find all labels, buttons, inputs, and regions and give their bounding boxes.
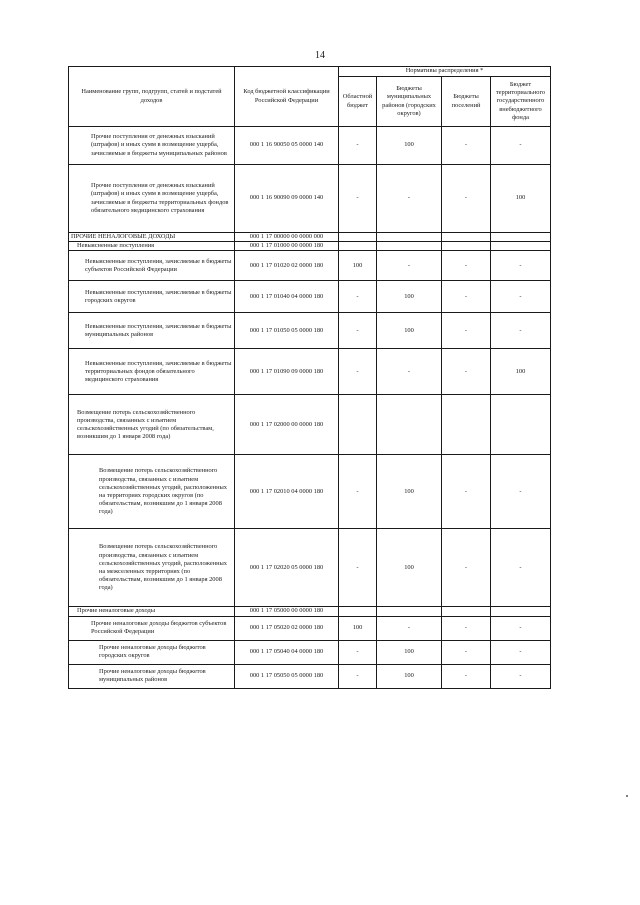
row-regional: - [339, 313, 377, 349]
row-code: 000 1 17 02000 00 0000 180 [235, 395, 339, 455]
header-regional: Областной бюджет [339, 77, 377, 127]
row-code: 000 1 16 90090 09 0000 140 [235, 165, 339, 233]
row-regional: - [339, 455, 377, 529]
table-row [69, 313, 551, 349]
row-code: 000 1 17 05050 05 0000 180 [235, 664, 339, 688]
header-settlements: Бюджеты поселений [442, 77, 491, 127]
row-municipal: 100 [377, 529, 442, 607]
row-name: Прочие неналоговые доходы бюджетов городских округов [69, 640, 235, 664]
row-fund [491, 607, 551, 616]
row-regional [339, 395, 377, 455]
row-municipal: - [377, 165, 442, 233]
row-regional [339, 233, 377, 242]
row-regional: - [339, 349, 377, 395]
row-municipal: 100 [377, 281, 442, 313]
row-municipal: 100 [377, 313, 442, 349]
row-municipal: - [377, 616, 442, 640]
row-fund: - [491, 616, 551, 640]
row-settlements: - [442, 313, 491, 349]
table-row [69, 242, 551, 251]
row-name: Невыясненные поступления, зачисляемые в бюджеты субъектов Российской Федерации [69, 251, 235, 281]
row-regional: 100 [339, 616, 377, 640]
row-name: Возмещение потерь сельскохозяйственного производства, связанных с изъятием сельскохозяйственных угодий, расположенных на территориях городских округов (по обязательствам, возникшим до 1 января 2008 года) [69, 455, 235, 529]
row-municipal: 100 [377, 640, 442, 664]
row-municipal: 100 [377, 127, 442, 165]
row-regional [339, 607, 377, 616]
table-row [69, 281, 551, 313]
table-row [69, 395, 551, 455]
row-code: 000 1 17 02010 04 0000 180 [235, 455, 339, 529]
row-settlements: - [442, 664, 491, 688]
table-row [69, 233, 551, 242]
row-fund: 100 [491, 349, 551, 395]
header-name: Наименование групп, подгрупп, статей и подстатей доходов [69, 67, 235, 127]
table-row [69, 127, 551, 165]
row-fund: - [491, 127, 551, 165]
row-municipal: - [377, 349, 442, 395]
row-fund: - [491, 281, 551, 313]
row-settlements: - [442, 529, 491, 607]
row-settlements: - [442, 455, 491, 529]
row-name: ПРОЧИЕ НЕНАЛОГОВЫЕ ДОХОДЫ [69, 233, 235, 242]
header-fund: Бюджет территориального государственного внебюджетного фонда [491, 77, 551, 127]
row-code: 000 1 17 01020 02 0000 180 [235, 251, 339, 281]
row-regional: - [339, 664, 377, 688]
row-name: Прочие неналоговые доходы бюджетов субъектов Российской Федерации [69, 616, 235, 640]
page-number: 14 [315, 50, 325, 61]
row-name: Прочие поступления от денежных взысканий (штрафов) и иных сумм в возмещение ущерба, зачисляемые в бюджеты муниципальных районов [69, 127, 235, 165]
row-code: 000 1 17 01040 04 0000 180 [235, 281, 339, 313]
table-row [69, 640, 551, 664]
table-row [69, 529, 551, 607]
row-code: 000 1 17 00000 00 0000 000 [235, 233, 339, 242]
row-fund: 100 [491, 165, 551, 233]
row-name: Прочие поступления от денежных взысканий (штрафов) и иных сумм в возмещение ущерба, зачисляемые в бюджеты территориальных фондов обязательного медицинского страхования [69, 165, 235, 233]
table-row [69, 455, 551, 529]
header-municipal: Бюджеты муниципальных районов (городских округов) [377, 77, 442, 127]
row-regional [339, 242, 377, 251]
row-name: Невыясненные поступления, зачисляемые в бюджеты муниципальных районов [69, 313, 235, 349]
row-code: 000 1 17 05040 04 0000 180 [235, 640, 339, 664]
row-settlements [442, 242, 491, 251]
row-fund: - [491, 640, 551, 664]
row-code: 000 1 17 02020 05 0000 180 [235, 529, 339, 607]
row-settlements: - [442, 165, 491, 233]
row-code: 000 1 16 90050 05 0000 140 [235, 127, 339, 165]
row-fund [491, 242, 551, 251]
row-fund: - [491, 664, 551, 688]
row-fund [491, 395, 551, 455]
row-regional: - [339, 127, 377, 165]
row-code: 000 1 17 01000 00 0000 180 [235, 242, 339, 251]
row-fund: - [491, 251, 551, 281]
row-settlements: - [442, 616, 491, 640]
row-code: 000 1 17 01050 05 0000 180 [235, 313, 339, 349]
table-row [69, 616, 551, 640]
row-municipal [377, 395, 442, 455]
row-municipal: - [377, 251, 442, 281]
revenue-distribution-table [68, 66, 551, 689]
row-municipal: 100 [377, 664, 442, 688]
header-code: Код бюджетной классификации Российской Федерации [235, 67, 339, 127]
row-name: Невыясненные поступления, зачисляемые в бюджеты городских округов [69, 281, 235, 313]
row-code: 000 1 17 01090 09 0000 180 [235, 349, 339, 395]
table-row [69, 251, 551, 281]
row-code: 000 1 17 05020 02 0000 180 [235, 616, 339, 640]
row-code: 000 1 17 05000 00 0000 180 [235, 607, 339, 616]
row-settlements: - [442, 251, 491, 281]
row-name: Невыясненные поступления [69, 242, 235, 251]
row-settlements: - [442, 127, 491, 165]
table-row [69, 664, 551, 688]
row-municipal [377, 233, 442, 242]
row-settlements: - [442, 349, 491, 395]
row-settlements: - [442, 281, 491, 313]
scan-speck [626, 795, 628, 797]
row-fund: - [491, 313, 551, 349]
header-norms: Нормативы распределения * [339, 67, 551, 77]
row-name: Прочие неналоговые доходы бюджетов муниципальных районов [69, 664, 235, 688]
row-name: Прочие неналоговые доходы [69, 607, 235, 616]
table-row [69, 349, 551, 395]
row-settlements [442, 395, 491, 455]
row-fund [491, 233, 551, 242]
row-regional: - [339, 281, 377, 313]
row-municipal: 100 [377, 455, 442, 529]
row-regional: - [339, 529, 377, 607]
row-settlements [442, 607, 491, 616]
table-row [69, 165, 551, 233]
row-name: Возмещение потерь сельскохозяйственного производства, связанных с изъятием сельскохозяйственных угодий (по обязательствам, возникшим до 1 января 2008 года) [69, 395, 235, 455]
row-settlements [442, 233, 491, 242]
row-regional: 100 [339, 251, 377, 281]
row-name: Невыясненные поступления, зачисляемые в бюджеты территориальных фондов обязательного медицинского страхования [69, 349, 235, 395]
row-settlements: - [442, 640, 491, 664]
row-municipal [377, 242, 442, 251]
row-regional: - [339, 165, 377, 233]
row-name: Возмещение потерь сельскохозяйственного производства, связанных с изъятием сельскохозяйственных угодий, расположенных на межселенных территориях (по обязательствам, возникшим до 1 января 2008 года) [69, 529, 235, 607]
table-row [69, 607, 551, 616]
row-fund: - [491, 529, 551, 607]
row-fund: - [491, 455, 551, 529]
row-municipal [377, 607, 442, 616]
row-regional: - [339, 640, 377, 664]
